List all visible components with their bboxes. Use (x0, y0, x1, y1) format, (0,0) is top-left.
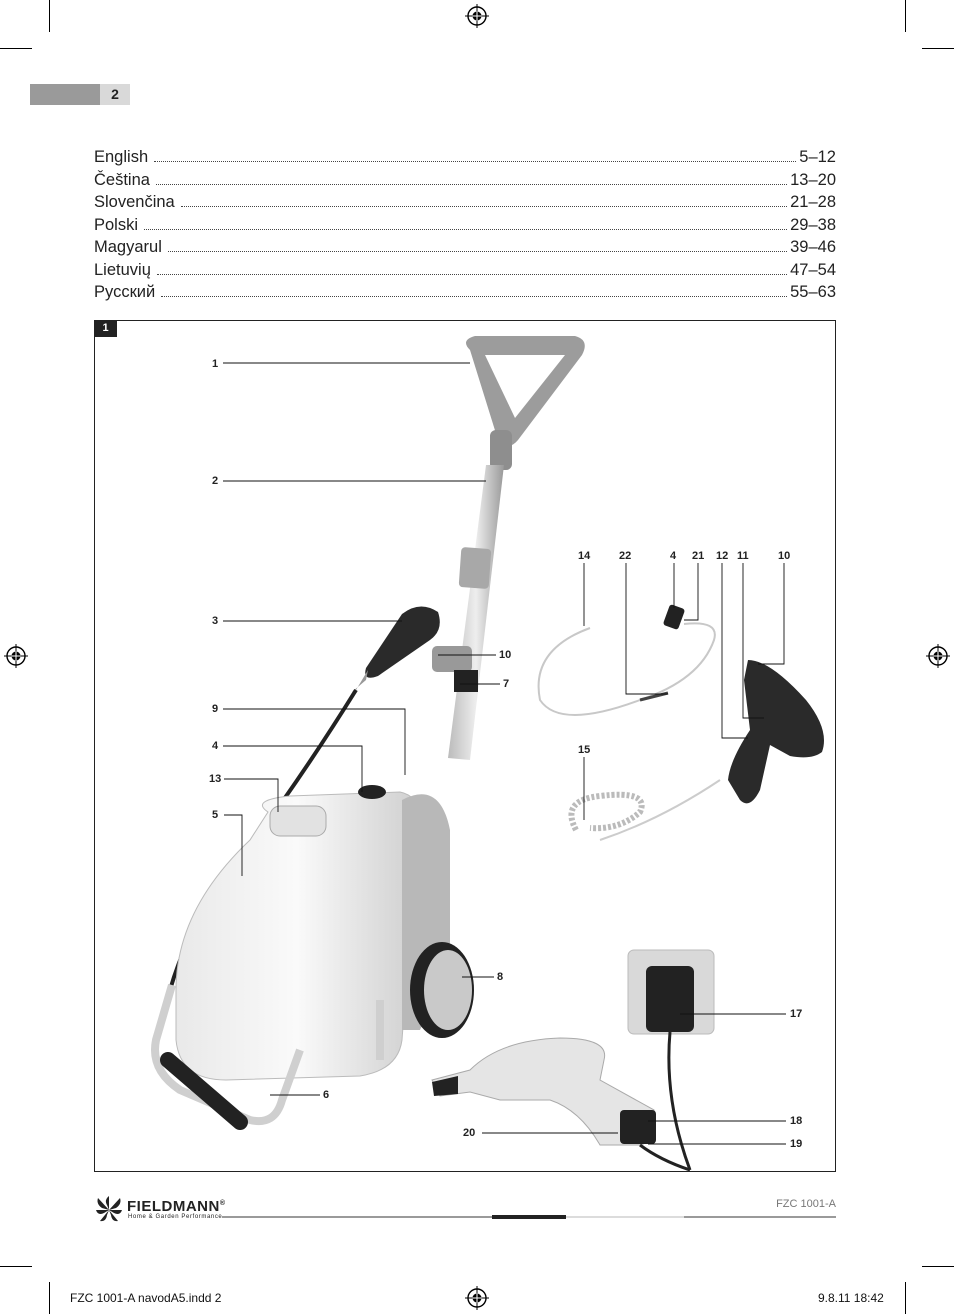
toc-pages: 47–54 (790, 260, 836, 279)
toc-leader (156, 183, 787, 185)
footer-model: FZC 1001-A (776, 1198, 836, 1210)
crop-mark (922, 1266, 954, 1267)
callout-15: 15 (578, 744, 591, 756)
toc-row[interactable] (94, 261, 836, 284)
toc-pages: 55–63 (790, 283, 836, 301)
registration-mark-icon (465, 4, 489, 28)
toc-leader (157, 273, 787, 275)
footer-bar-segment (684, 1216, 836, 1218)
toc-language: Русский (94, 283, 156, 301)
toc-leader (154, 160, 796, 162)
toc-leader (181, 205, 787, 207)
toc-language: Slovenčina (94, 193, 175, 211)
toc-language: Magyarul (94, 238, 162, 256)
figure-number-tag: 1 (94, 320, 117, 337)
table-of-contents (94, 148, 836, 306)
toc-pages: 5–12 (799, 148, 836, 166)
toc-pages: 13–20 (790, 170, 836, 189)
handle-grip-shape (490, 430, 512, 470)
callout-21: 21 (692, 550, 705, 562)
toc-row[interactable] (94, 216, 836, 239)
footer-bar-segment (566, 1216, 684, 1218)
callout-13: 13 (209, 773, 222, 785)
callout-3: 3 (212, 615, 219, 627)
slug-date: 9.8.11 18:42 (818, 1291, 884, 1305)
toc-row[interactable] (94, 148, 836, 171)
toc-pages: 29–38 (790, 215, 836, 234)
page-number: 2 (100, 84, 130, 105)
toc-row[interactable] (94, 238, 836, 261)
telescopic-pole (448, 465, 504, 760)
fieldmann-logo-icon (94, 1196, 124, 1224)
callout-17: 17 (790, 1008, 803, 1020)
crop-mark (0, 48, 32, 49)
toc-language: Polski (94, 215, 139, 234)
footer-bar-segment (492, 1215, 566, 1219)
brand-tagline: Home & Garden Performance (128, 1214, 223, 1220)
callout-7: 7 (503, 678, 510, 690)
toc-pages: 39–46 (790, 238, 836, 256)
registration-mark-icon (465, 1286, 489, 1310)
page-number-bar (30, 84, 100, 105)
toc-leader (161, 295, 787, 297)
crop-mark (49, 1282, 50, 1314)
toc-leader (144, 228, 787, 230)
toc-language: English (94, 148, 149, 166)
callout-4-accessory: 4 (670, 550, 677, 562)
callout-4: 4 (212, 740, 219, 752)
callout-12: 12 (716, 550, 729, 562)
spray-gun (728, 660, 824, 803)
toc-language: Lietuvių (94, 260, 151, 279)
toc-leader (168, 250, 787, 252)
callout-18: 18 (790, 1115, 803, 1127)
callout-8: 8 (497, 971, 504, 983)
registration-mark-icon (926, 644, 950, 668)
callout-22: 22 (619, 550, 632, 562)
crop-mark (922, 48, 954, 49)
footer-bar-segment (222, 1216, 492, 1218)
slug-filename: FZC 1001-A navodA5.indd 2 (70, 1291, 222, 1305)
callout-11: 11 (737, 550, 749, 562)
callout-5: 5 (212, 809, 219, 821)
callout-1: 1 (212, 358, 219, 370)
crop-mark (49, 0, 50, 32)
brand-name: FIELDMANN® (127, 1198, 226, 1215)
callout-19: 19 (790, 1138, 803, 1150)
charger-adapter (646, 966, 694, 1032)
toc-row[interactable] (94, 193, 836, 216)
toc-language: Čeština (94, 170, 150, 189)
toc-row[interactable] (94, 283, 836, 306)
callout-10-holder: 10 (499, 649, 512, 661)
toc-pages: 21–28 (790, 193, 836, 211)
callout-20: 20 (463, 1127, 476, 1139)
crop-mark (0, 1266, 32, 1267)
crop-mark (905, 0, 906, 32)
toc-row[interactable] (94, 171, 836, 194)
crop-mark (905, 1282, 906, 1314)
callout-10-gun: 10 (778, 550, 791, 562)
product-illustration (95, 321, 835, 1171)
callout-2: 2 (212, 475, 219, 487)
registration-mark-icon (4, 644, 28, 668)
callout-6: 6 (323, 1089, 330, 1101)
callout-14: 14 (578, 550, 591, 562)
callout-9: 9 (212, 703, 219, 715)
